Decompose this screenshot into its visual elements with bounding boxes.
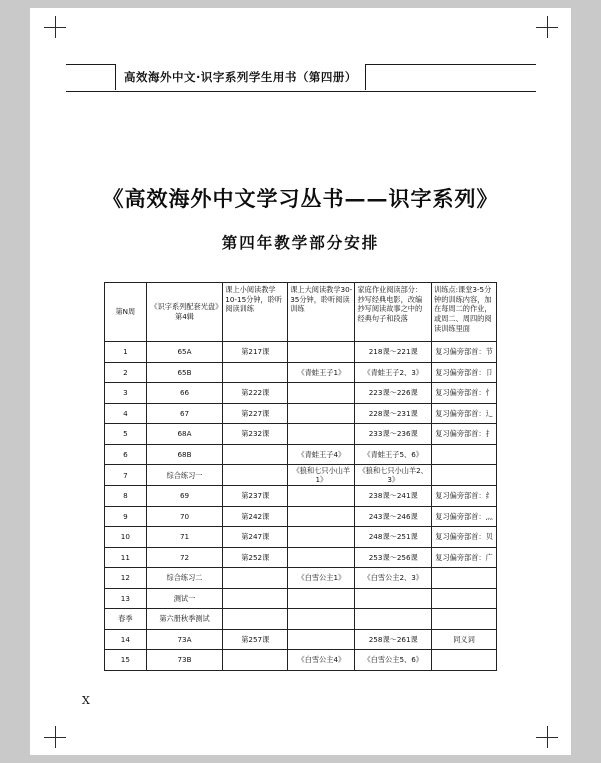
cell-training: 同义词 — [432, 629, 497, 650]
cell-week: 2 — [105, 362, 147, 383]
cell-training: 复习偏旁部首：纟 — [432, 486, 497, 507]
cell-training: 复习偏旁部首：忄 — [432, 383, 497, 404]
cell-week: 10 — [105, 527, 147, 548]
cell-big-reading: 《白雪公主1》 — [288, 568, 355, 589]
cell-disc: 65A — [146, 342, 223, 363]
cell-small-reading — [223, 609, 288, 630]
cell-homework: 228课～231课 — [355, 403, 432, 424]
cell-small-reading: 第247课 — [223, 527, 288, 548]
table-row — [105, 527, 497, 548]
table-row — [105, 486, 497, 507]
cell-small-reading: 第232课 — [223, 424, 288, 445]
cell-homework: 253课～256课 — [355, 547, 432, 568]
table-row — [105, 568, 497, 589]
cell-big-reading: 《狼和七只小山羊1》 — [288, 465, 355, 486]
cell-disc: 综合练习二 — [146, 568, 223, 589]
cell-small-reading — [223, 362, 288, 383]
cell-small-reading: 第222课 — [223, 383, 288, 404]
cell-week: 12 — [105, 568, 147, 589]
table-header-row — [105, 283, 497, 342]
cell-homework: 218课～221课 — [355, 342, 432, 363]
cell-training — [432, 609, 497, 630]
cell-disc: 71 — [146, 527, 223, 548]
cell-homework: 《青蛙王子5、6》 — [355, 444, 432, 465]
cell-disc: 69 — [146, 486, 223, 507]
cell-small-reading: 第217课 — [223, 342, 288, 363]
cell-homework: 243课～246课 — [355, 506, 432, 527]
cell-homework: 《狼和七只小山羊2、3》 — [355, 465, 432, 486]
cell-big-reading — [288, 547, 355, 568]
cell-week: 春季 — [105, 609, 147, 630]
page-title: 《高效海外中文学习丛书——识字系列》 — [102, 186, 499, 211]
column-header-week: 第N周 — [105, 283, 147, 342]
cell-week: 14 — [105, 629, 147, 650]
cell-big-reading — [288, 342, 355, 363]
cell-homework: 223课～226课 — [355, 383, 432, 404]
cell-homework: 248课～251课 — [355, 527, 432, 548]
table-row — [105, 383, 497, 404]
cell-homework — [355, 609, 432, 630]
schedule-table — [104, 282, 497, 671]
cell-small-reading — [223, 650, 288, 671]
cell-disc: 65B — [146, 362, 223, 383]
cell-week: 5 — [105, 424, 147, 445]
table-row — [105, 403, 497, 424]
cell-training: 复习偏旁部首：卩 — [432, 362, 497, 383]
cell-disc: 67 — [146, 403, 223, 424]
cell-week: 11 — [105, 547, 147, 568]
table-body — [105, 342, 497, 671]
cell-training — [432, 568, 497, 589]
cell-training — [432, 444, 497, 465]
page-subtitle: 第四年教学部分安排 — [221, 233, 380, 252]
table-row — [105, 424, 497, 445]
page-number: X — [82, 694, 90, 707]
cell-disc: 68B — [146, 444, 223, 465]
cell-disc: 综合练习一 — [146, 465, 223, 486]
cell-disc: 测试一 — [146, 588, 223, 609]
cell-small-reading — [223, 444, 288, 465]
cell-disc: 73B — [146, 650, 223, 671]
cell-disc: 73A — [146, 629, 223, 650]
cell-big-reading — [288, 383, 355, 404]
table-row — [105, 465, 497, 486]
column-header-training: 训练点:课堂3-5分钟的训练内容，加在每周二的作业，或周二、周四的阅读训练里面 — [432, 283, 497, 342]
cell-homework: 《白雪公主2、3》 — [355, 568, 432, 589]
cell-homework: 258课～261课 — [355, 629, 432, 650]
table-row — [105, 629, 497, 650]
cell-homework: 《白雪公主5、6》 — [355, 650, 432, 671]
cell-small-reading — [223, 588, 288, 609]
cell-week: 7 — [105, 465, 147, 486]
cell-homework: 238课～241课 — [355, 486, 432, 507]
cell-disc: 66 — [146, 383, 223, 404]
cell-small-reading: 第237课 — [223, 486, 288, 507]
cell-small-reading — [223, 568, 288, 589]
table-row — [105, 588, 497, 609]
table-row — [105, 609, 497, 630]
cell-big-reading — [288, 486, 355, 507]
table-row — [105, 342, 497, 363]
cell-big-reading: 《青蛙王子1》 — [288, 362, 355, 383]
cell-big-reading — [288, 629, 355, 650]
cell-small-reading — [223, 465, 288, 486]
cell-small-reading: 第227课 — [223, 403, 288, 424]
cell-big-reading — [288, 609, 355, 630]
column-header-disc: 《识字系列配套光盘》第4辑 — [146, 283, 223, 342]
cell-week: 13 — [105, 588, 147, 609]
cell-big-reading — [288, 506, 355, 527]
table-row — [105, 362, 497, 383]
cell-big-reading — [288, 424, 355, 445]
cell-big-reading — [288, 527, 355, 548]
cell-week: 6 — [105, 444, 147, 465]
cell-training: 复习偏旁部首：节 — [432, 342, 497, 363]
cell-homework: 233课～236课 — [355, 424, 432, 445]
table-row — [105, 650, 497, 671]
schedule-table-wrapper — [104, 282, 497, 671]
cell-training — [432, 588, 497, 609]
crop-mark-top-right — [536, 16, 558, 38]
cell-week: 9 — [105, 506, 147, 527]
column-header-small-reading: 课上小阅读教学10-15分钟，聆听阅读训练 — [223, 283, 288, 342]
cell-training — [432, 650, 497, 671]
cell-week: 4 — [105, 403, 147, 424]
column-header-homework: 家庭作业阅读部分：抄写经典电影，改编抄写阅读故事之中的经典句子和段落 — [355, 283, 432, 342]
cell-disc: 72 — [146, 547, 223, 568]
cell-training — [432, 465, 497, 486]
cell-training: 复习偏旁部首：扌 — [432, 424, 497, 445]
cell-big-reading — [288, 403, 355, 424]
crop-mark-bottom-right — [536, 726, 558, 748]
column-header-big-reading: 课上大阅读教学30-35分钟，聆听阅读训练 — [288, 283, 355, 342]
cell-homework: 《青蛙王子2、3》 — [355, 362, 432, 383]
cell-small-reading: 第257课 — [223, 629, 288, 650]
cell-disc: 68A — [146, 424, 223, 445]
cell-homework — [355, 588, 432, 609]
cell-disc: 70 — [146, 506, 223, 527]
cell-training: 复习偏旁部首：辶 — [432, 403, 497, 424]
cell-week: 1 — [105, 342, 147, 363]
cell-week: 3 — [105, 383, 147, 404]
table-row — [105, 547, 497, 568]
running-header: 高效海外中文·识字系列学生用书（第四册） — [115, 64, 366, 90]
crop-mark-bottom-left — [44, 726, 66, 748]
cell-week: 8 — [105, 486, 147, 507]
cell-training: 复习偏旁部首：广 — [432, 547, 497, 568]
table-row — [105, 444, 497, 465]
cell-small-reading: 第242课 — [223, 506, 288, 527]
crop-mark-top-left — [44, 16, 66, 38]
cell-week: 15 — [105, 650, 147, 671]
cell-training: 复习偏旁部首：贝 — [432, 527, 497, 548]
cell-big-reading — [288, 588, 355, 609]
cell-disc: 第六册秋季测试 — [146, 609, 223, 630]
cell-big-reading: 《白雪公主4》 — [288, 650, 355, 671]
cell-training: 复习偏旁部首：灬 — [432, 506, 497, 527]
table-header — [105, 283, 497, 342]
table-row — [105, 506, 497, 527]
cell-big-reading: 《青蛙王子4》 — [288, 444, 355, 465]
cell-small-reading: 第252课 — [223, 547, 288, 568]
